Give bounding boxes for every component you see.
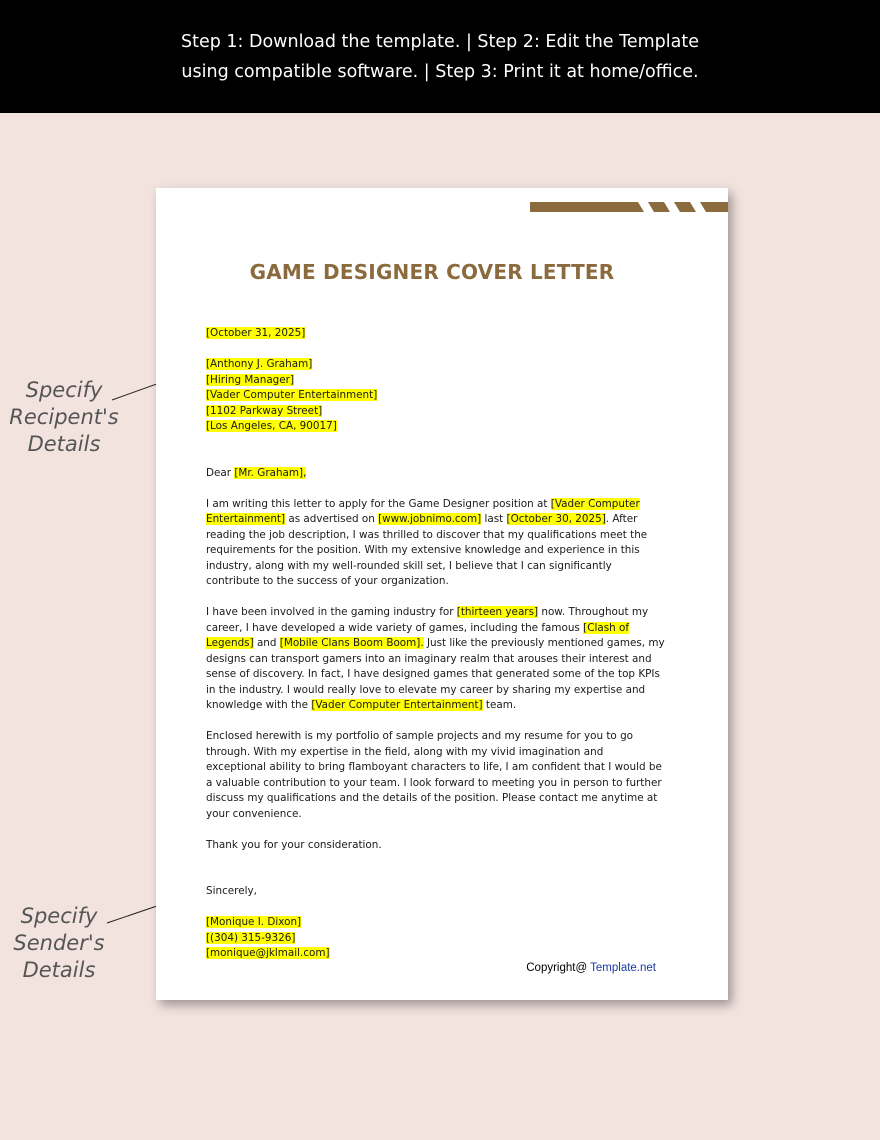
p2-text: team.	[482, 699, 517, 711]
p2-text: and	[253, 637, 280, 649]
p1-text: . After reading the job description, I was thrilled to discover that my qualifications meet the requirements for the position. With my extensive knowledge and experience in this industry, along with my well-rounded skill set, I believe that I can significantly contribute to the success of your organization.	[206, 513, 648, 587]
letter-title: GAME DESIGNER COVER LETTER	[249, 260, 615, 284]
p2-text: now. Throughout my career, I have developed a wide variety of games, including the famous	[206, 606, 649, 634]
annotation-text: Details	[22, 958, 96, 982]
p2-game-1: [Clash of Legends]	[206, 621, 630, 649]
annotation-text: Recipent's	[9, 405, 119, 429]
sender-email: [monique@jklmail.com]	[206, 947, 330, 959]
copyright-link[interactable]: Template.net	[590, 962, 656, 974]
annotation-text: Sender's	[13, 931, 105, 955]
sender-block	[206, 915, 666, 962]
recipient-block	[206, 357, 666, 435]
copyright-label: Copyright@	[526, 962, 591, 974]
copyright-notice	[526, 962, 656, 974]
p1-text: last	[481, 513, 507, 525]
recipient-details-annotation	[6, 377, 122, 458]
annotation-text: Specify	[20, 904, 98, 928]
p2-text: I have been involved in the gaming industry for	[206, 606, 457, 618]
paragraph-3: Enclosed herewith is my portfolio of sample projects and my resume for you to go through. With my expertise in the field, along with my vivid imagination and exceptional ability to bring flamboyant characters to life, I am confident that I would be a valuable contribution to your team. I look forward to meeting you in person to further discuss my qualifications and the details of the position. Please contact me anytime at your convenience.	[206, 730, 662, 820]
paragraph-2	[206, 605, 666, 714]
recipient-city: [Los Angeles, CA, 90017]	[206, 420, 337, 432]
banner-line-2: using compatible software. | Step 3: Print it at home/office.	[181, 62, 699, 82]
p1-date: [October 30, 2025]	[506, 513, 606, 525]
letter-body	[206, 326, 666, 962]
banner-line-1: Step 1: Download the template. | Step 2: Edit the Template	[180, 32, 699, 52]
closing: Sincerely,	[206, 885, 257, 897]
p1-text: I am writing this letter to apply for the Game Designer position at	[206, 497, 551, 510]
p2-company: [Vader Computer Entertainment]	[311, 699, 483, 711]
p2-years: [thirteen years]	[456, 606, 539, 618]
recipient-company: [Vader Computer Entertainment]	[206, 389, 378, 401]
p2-game-2: [Mobile Clans Boom Boom].	[279, 637, 424, 649]
salutation-name: [Mr. Graham],	[234, 466, 307, 479]
sender-phone: [(304) 315-9326]	[206, 931, 296, 944]
sender-name: [Monique I. Dixon]	[206, 916, 302, 928]
annotation-text: Details	[27, 432, 101, 456]
sender-details-annotation	[4, 903, 114, 984]
p1-company: [Vader Computer Entertainment]	[206, 497, 640, 525]
letter-date: [October 31, 2025]	[206, 327, 306, 339]
recipient-name: [Anthony J. Graham]	[206, 358, 313, 370]
annotation-text: Specify	[25, 378, 103, 402]
decorative-stripe	[530, 202, 728, 212]
p1-website: [www.jobnimo.com]	[378, 513, 482, 525]
paragraph-1	[206, 497, 666, 590]
p2-text: Just like the previously mentioned games, my designs can transport gamers into an imaginary realm that arouses their interest and sense of discovery. In fact, I have designed games that generated some of the top KPIs in the industry. I would really love to elevate my career by sharing my expertise and knowledge with the	[206, 637, 665, 711]
letter-page	[156, 188, 728, 1000]
salutation-prefix: Dear	[206, 466, 235, 479]
paragraph-4: Thank you for your consideration.	[206, 838, 382, 851]
p1-text: as advertised on	[285, 513, 379, 525]
recipient-street: [1102 Parkway Street]	[206, 404, 323, 417]
recipient-position: [Hiring Manager]	[206, 373, 294, 386]
salutation	[206, 466, 666, 482]
